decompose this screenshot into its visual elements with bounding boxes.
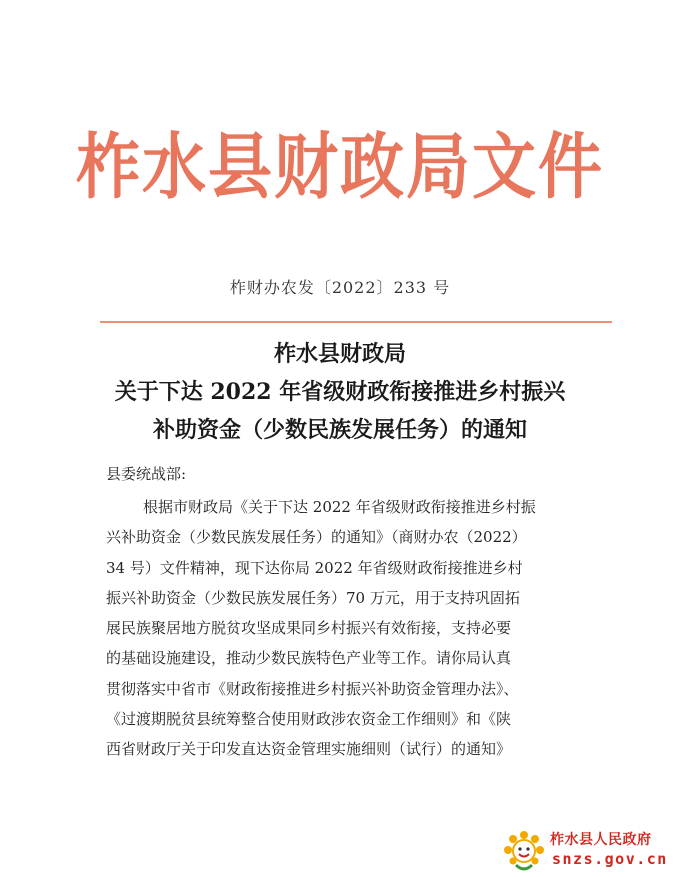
watermark-domain: snzs.gov.cn (552, 850, 668, 868)
body-line: 贯彻落实中省市《财政衔接推进乡村振兴补助资金管理办法》、 (106, 679, 519, 698)
notice-title (60, 335, 620, 449)
notice-title-line-3: 补助资金（少数民族发展任务）的通知 (152, 417, 527, 443)
document-number: 柞财办农发〔2022〕233 号 (229, 278, 451, 297)
body-line: 的基础设施建设，推动少数民族特色产业等工作。请你局认真 (106, 649, 512, 668)
body-line: 兴补助资金（少数民族发展任务）的通知》（商财办农（2022） (106, 528, 527, 547)
header-divider (100, 321, 612, 323)
body-line: 振兴补助资金（少数民族发展任务）70 万元，用于支持巩固拓 (106, 588, 520, 607)
body-line: 根据市财政局《关于下达 2022 年省级财政衔接推进乡村振 (143, 498, 536, 516)
body-text (106, 492, 611, 765)
site-watermark (502, 823, 680, 877)
document-header-title: 柞水县财政局文件 (76, 125, 604, 210)
body-line: 《过渡期脱贫县统筹整合使用财政涉农资金工作细则》和《陕 (106, 710, 512, 729)
body-line: 西省财政厅关于印发直达资金管理实施细则（试行）的通知》 (106, 740, 512, 759)
notice-title-line-1: 柞水县财政局 (273, 341, 406, 367)
body-line: 展民族聚居地方脱贫攻坚成果同乡村振兴有效衔接，支持必要 (106, 619, 512, 638)
addressee: 县委统战部: (106, 465, 187, 483)
watermark-site-name: 柞水县人民政府 (550, 832, 652, 848)
notice-title-line-2: 关于下达 2022 年省级财政衔接推进乡村振兴 (114, 379, 566, 405)
body-line: 34 号）文件精神，现下达你局 2022 年省级财政衔接推进乡村 (106, 558, 523, 577)
sunflower-logo-icon (502, 829, 546, 873)
